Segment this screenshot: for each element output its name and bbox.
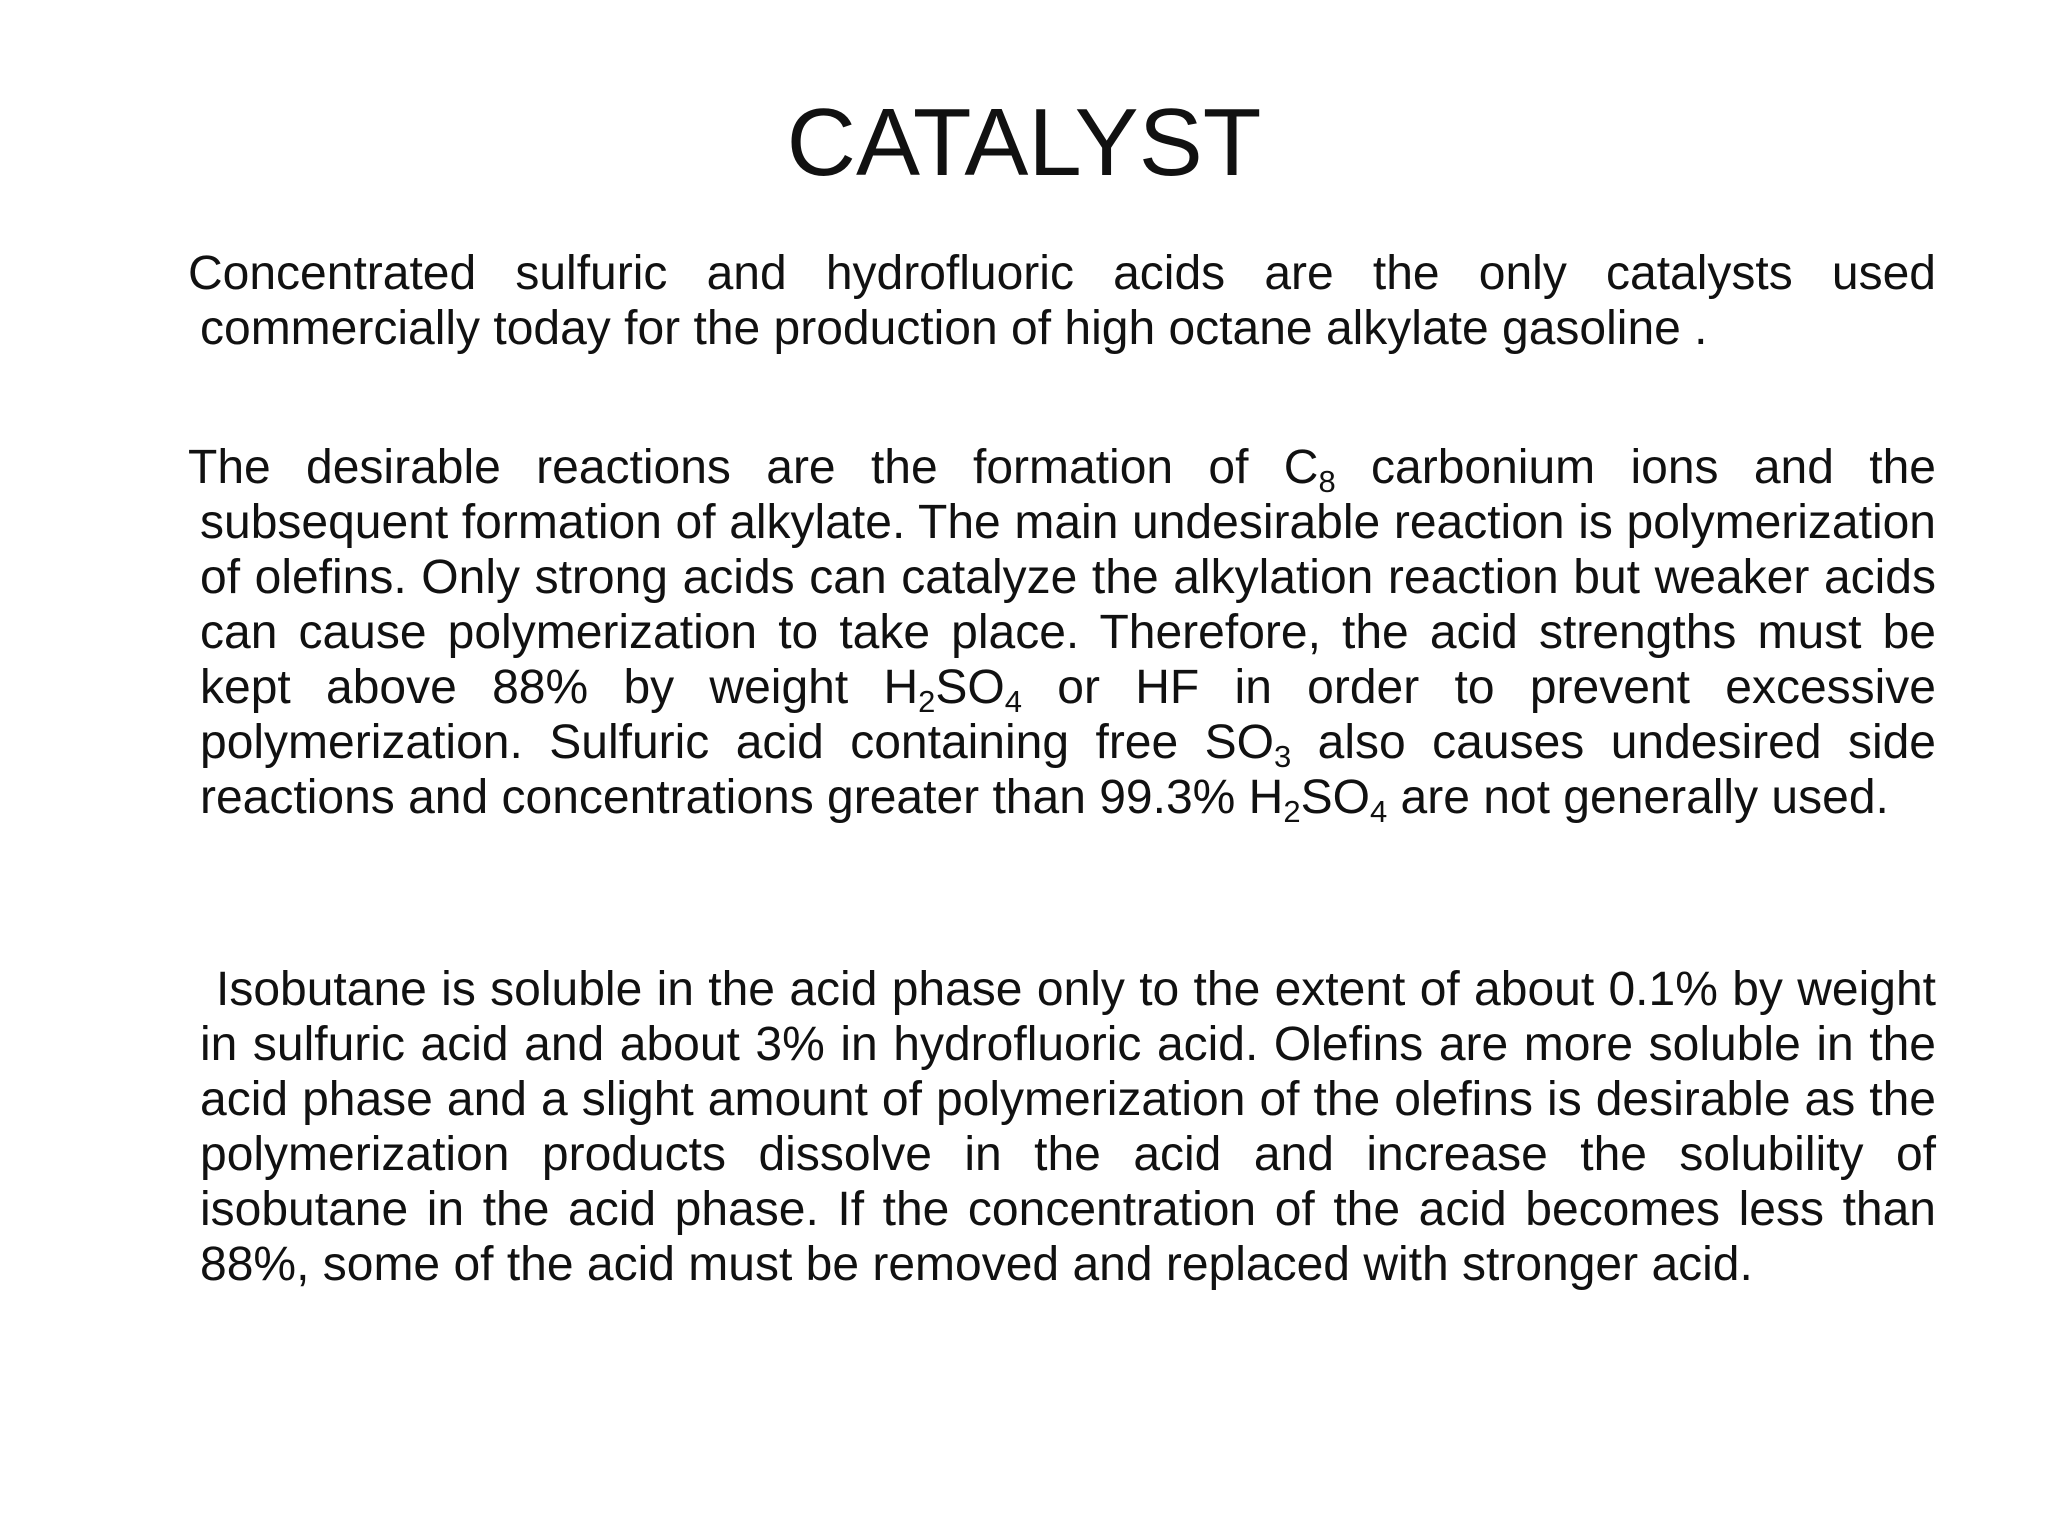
subscript: 4 [1369,794,1388,829]
paragraph-text-segment: are not generally used. [1387,771,1889,824]
paragraph-catalysts-used: Concentrated sulfuric and hydrofluoric acids are the only catalysts used commercially today for the production of high octane alkylate gasoline . [188,247,1936,355]
paragraph-desirable-reactions [188,440,1937,829]
slide-title: CATALYST [786,89,1262,196]
paragraph-text-segment: or HF in order to prevent excessive polymerization. Sulfuric acid containing free SO [200,661,1936,769]
subscript: 8 [1318,464,1336,499]
paragraph-text-segment: SO [935,661,1005,714]
paragraph-text-segment: SO [1300,771,1370,824]
subscript: 2 [1283,794,1301,829]
subscript: 3 [1274,739,1292,774]
paragraph-isobutane-solubility: Isobutane is soluble in the acid phase only to the extent of about 0.1% by weight in sulfuric acid and about 3% in hydrofluoric acid. Olefins are more soluble in the acid phase and a slight amount of polymerization of the olefins is desirable as the polymerization products dissolve in the acid and increase the solubility of isobutane in the acid phase. If the concentration of the acid becomes less than 88%, some of the acid must be removed and replaced with stronger acid. [200,963,1936,1291]
paragraph-text-segment: The desirable reactions are the formation of C [188,441,1319,494]
subscript: 4 [1004,684,1022,719]
paragraph-text-segment: carbonium ions and the subsequent formation of alkylate. The main undesirable reaction is polymerization of olefins. Only strong acids can catalyze the alkylation reaction but weaker acids can cause polymerization to take place. Therefore, the acid strengths must be kept above 88% by weight H [200,441,1936,714]
paragraph-text-segment: also causes undesired side reactions and concentrations greater than 99.3% H [200,716,1937,824]
subscript: 2 [918,684,936,719]
